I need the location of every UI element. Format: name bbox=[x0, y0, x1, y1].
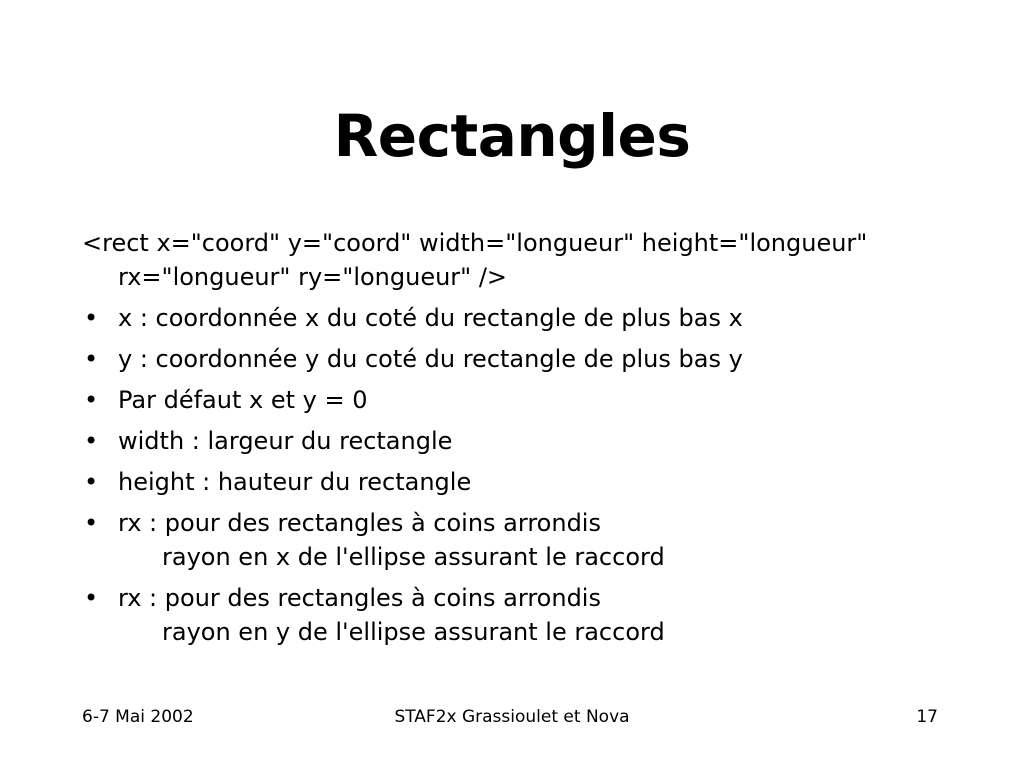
syntax-line-2: rx="longueur" ry="longueur" /> bbox=[118, 263, 508, 291]
bullet-text: rx : pour des rectangles à coins arrondis bbox=[118, 584, 601, 612]
bullet-text: x : coordonnée x du coté du rectangle de plus bas x bbox=[118, 304, 743, 332]
rect-syntax bbox=[82, 226, 962, 294]
bullet-subtext: rayon en y de l'ellipse assurant le raccord bbox=[162, 618, 665, 646]
syntax-line-1: <rect x="coord" y="coord" width="longueur" height="longueur" bbox=[82, 229, 868, 257]
bullet-item bbox=[82, 301, 962, 335]
bullet-item bbox=[82, 342, 962, 376]
bullet-text: Par défaut x et y = 0 bbox=[118, 386, 368, 414]
bullet-item bbox=[82, 506, 962, 574]
slide-title: Rectangles bbox=[333, 102, 691, 170]
bullet-icon: • bbox=[84, 304, 99, 332]
bullet-icon: • bbox=[84, 584, 99, 612]
footer-date: 6-7 Mai 2002 bbox=[82, 707, 194, 727]
bullet-subtext: rayon en x de l'ellipse assurant le raccord bbox=[162, 543, 665, 571]
bullet-icon: • bbox=[84, 427, 99, 455]
bullet-item bbox=[82, 424, 962, 458]
bullet-icon: • bbox=[84, 345, 99, 373]
bullet-list bbox=[82, 301, 962, 649]
bullet-icon: • bbox=[84, 509, 99, 537]
footer-page-number: 17 bbox=[916, 707, 938, 727]
bullet-icon: • bbox=[84, 468, 99, 496]
bullet-item bbox=[82, 465, 962, 499]
bullet-text: height : hauteur du rectangle bbox=[118, 468, 472, 496]
bullet-text: y : coordonnée y du coté du rectangle de plus bas y bbox=[118, 345, 743, 373]
bullet-item bbox=[82, 581, 962, 649]
footer-authors: STAF2x Grassioulet et Nova bbox=[394, 707, 630, 727]
bullet-text: width : largeur du rectangle bbox=[118, 427, 453, 455]
bullet-icon: • bbox=[84, 386, 99, 414]
slide-body bbox=[82, 226, 962, 656]
bullet-item bbox=[82, 383, 962, 417]
bullet-text: rx : pour des rectangles à coins arrondis bbox=[118, 509, 601, 537]
